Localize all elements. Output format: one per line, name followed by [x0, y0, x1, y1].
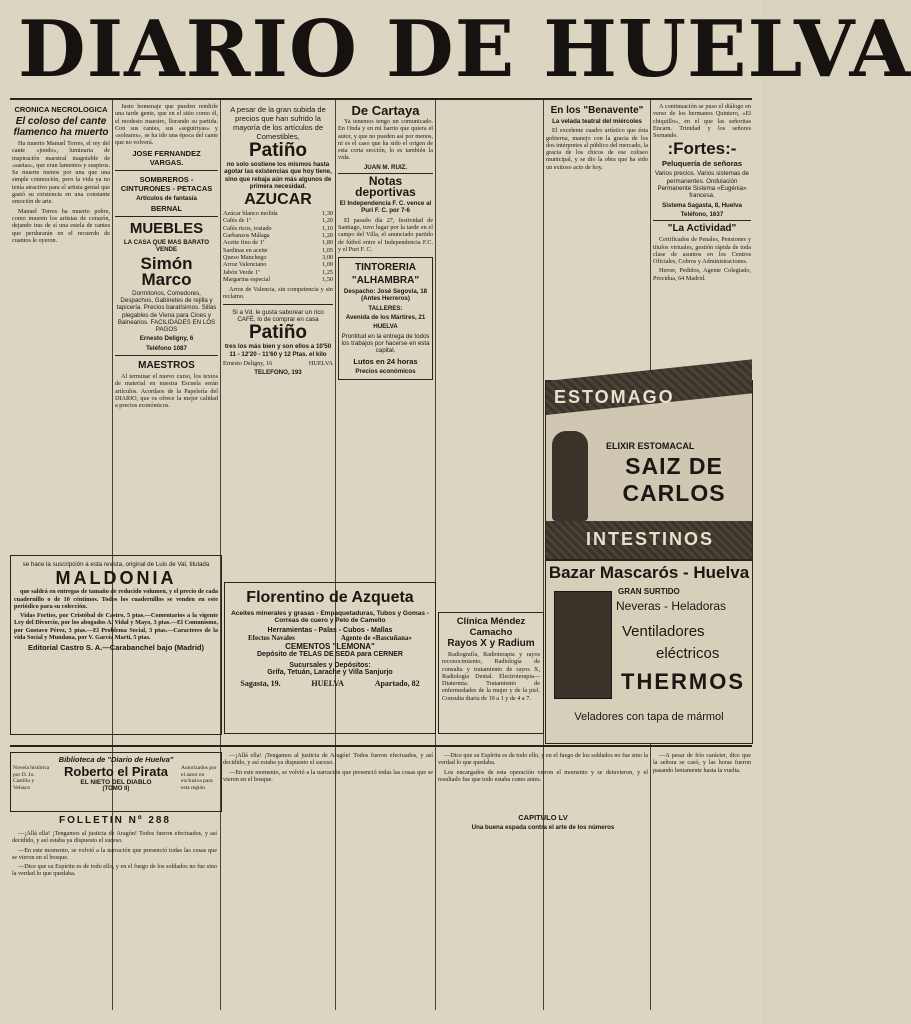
price-item-name: Queso Manchego — [223, 253, 267, 261]
price-list — [223, 210, 333, 283]
biblioteca-tomo: (TOMO II) — [102, 786, 130, 792]
price-item-name: Garbanzos Málaga — [223, 232, 270, 240]
azucar-title: AZUCAR — [244, 191, 312, 209]
florentino-line1: Aceites minerales y grasas - Empaquetaduras, Tubos y Gomas - Correas de cuero y Pelo de Camello — [231, 610, 429, 624]
ad-bazar-mascaros — [545, 560, 753, 744]
price-item-value: 1,20 — [322, 232, 333, 240]
top-rule — [10, 98, 752, 100]
florentino-line5: CEMENTOS "LEMONA" — [285, 642, 375, 651]
fortes-text: Varios precios. Varios sistemas de permanentes. Ondulación Permanente Sistema «Eugénia» francesa. — [655, 170, 749, 200]
patino-cafe-text: tres los más bien y son ellos a 10'50 11 - 12'20 - 11'60 y 12 Ptas. el kilo — [224, 343, 332, 358]
bottom-text: —Dice que su Espíritu es de todo ello, y en el fuego de los soldados no fue sino la verdad lo que quedaba. — [438, 752, 648, 767]
cartaya-title: De Cartaya — [351, 103, 420, 118]
patino-text: no solo sostiene los mismos hasta agotar las existencias que hoy tiene, sino que rebaja aún más algunos de primera necesidad. — [224, 161, 332, 190]
bottom-column-2 — [223, 752, 433, 1014]
price-item-value: 3,00 — [322, 253, 333, 261]
price-row — [223, 239, 333, 246]
maestros-text: Al terminar el nuevo curso, los textos de material en nuestra Escuela serán artículos. Acordaos de la Papelería del DIARIO, que os ofrece la mejor calidad a precios económicos. — [115, 373, 218, 410]
price-item-name: Margarina especial — [223, 275, 271, 283]
price-item-value: 1,30 — [322, 210, 333, 218]
patino-city: HUELVA — [308, 359, 333, 367]
mascaros-veladores: Veladores con tapa de mármol — [574, 711, 724, 723]
notas-title: Notas deportivas — [338, 173, 433, 198]
tintoreria-text: Prontitud en la entrega de todos los trabajos por hacerse en esta capital. — [341, 332, 430, 355]
ad-simon-address: Ernesto Deligny, 6 — [139, 335, 194, 343]
clinica-text: Radiografía, Radioterapia y rayos reconocimiento, Radiología de consulta y tratamiento de rayos X, Radiología Dental. Electroterapia—Diatermia. Tratamiento de enfermedades de la mujer y de la piel. Consulta diaria de 10 a 1 y de 4 a 7. — [442, 651, 540, 702]
tintoreria-address2: Avenida de los Mártires, 21 — [345, 314, 426, 322]
ad-muebles-sub: LA CASA QUE MAS BARATO VENDE — [123, 239, 210, 254]
capitulo-title: CAPITULO LV — [518, 813, 568, 823]
actividad-address: Herrer, Pedidos, Agente Colegiado, Procidua, 64 Madrid. — [653, 267, 751, 282]
price-item-value: 1,20 — [322, 217, 333, 225]
maldonia-title: MALDONIA — [55, 568, 177, 589]
tintoreria-name: "ALHAMBRA" — [351, 275, 420, 287]
price-item-name: Azúcar blanco molida — [223, 210, 278, 218]
fortes-phone: Teléfono, 1637 — [680, 210, 724, 218]
ad-simon-phone: Teléfono 1087 — [146, 344, 187, 352]
column-two — [115, 103, 218, 551]
price-row — [223, 247, 333, 254]
price-item-value: 1,80 — [322, 239, 333, 247]
florentino-city: HUELVA — [311, 679, 344, 688]
biblioteca-subtitle: EL NIETO DEL DIABLO — [80, 779, 152, 786]
price-item-name: Aceite fino de 1ª — [223, 239, 265, 247]
florentino-name: Florentino de Azqueta — [246, 589, 414, 606]
bottom-text: —¡Allá ella! ¡Tengamos al justicia de Aragón! Todos fueron efectuados, y así decidido, y así estaba ya dispuesto el suceso. — [12, 830, 217, 845]
price-item-name: Jabón Verde 1ª — [223, 268, 260, 276]
florentino-line4: Agente de «Bascuñana» — [340, 634, 412, 642]
ad-sombreros: SOMBREROS - CINTURONES - PETACAS — [120, 174, 213, 193]
mascaros-ventiladores: Ventiladores — [622, 623, 705, 640]
article-signature: JOSE FERNANDEZ VARGAS. — [132, 148, 201, 167]
tintoreria-title: TINTORERIA — [355, 262, 416, 274]
tintoreria-city: HUELVA — [373, 323, 398, 331]
clinica-title: Clínica Méndez Camacho — [456, 616, 526, 638]
florentino-sucursales: Sucursales y Depósitos: — [289, 662, 371, 669]
mascaros-thermos: THERMOS — [621, 669, 745, 694]
column-necrologica — [12, 103, 110, 551]
bottom-text: —¡Allá ella! ¡Tengamos al justicia de Aragón! Todos fueron efectuados, y así decidido, y así estaba ya dispuesto el suceso. — [223, 752, 433, 767]
bottom-text: —En este momento, se volvió a la narración que presenció todas las cosas que se vieron en el bosque. — [223, 768, 433, 783]
ad-saiz-de-carlos — [545, 380, 753, 560]
column-benavente — [546, 103, 648, 378]
ad-simon-marco: Simón Marco — [140, 253, 193, 289]
florentino-sucursales-addr: Grifa, Tetuán, Larache y Villa Sanjurjo — [267, 669, 393, 676]
price-row — [223, 261, 333, 268]
tintoreria-address: Despacho: José Segovia, 18 (Antes Herreros) — [343, 288, 428, 303]
notas-body: El pasado día 27, festividad de Santiago, tuvo lugar por la tarde en el campo del Villa, el anunciado partido de fútbol entre el Independencia F.C. y el Puri F. C. — [338, 216, 433, 253]
column-cartaya — [338, 103, 433, 551]
maldonia-header: se hace la suscripción a esta revista, original de Luis de Val, titulada — [22, 561, 210, 568]
ad-clinica — [438, 612, 544, 734]
ad-florentino-azqueta — [224, 582, 436, 734]
price-item-name: Arroz Valenciano — [223, 261, 267, 269]
column-patino — [223, 103, 333, 551]
price-row — [223, 225, 333, 232]
price-item-name: Cafés de 1ª — [223, 217, 251, 225]
mascaros-title: Bazar Mascarós - Huelva — [548, 563, 750, 582]
maldonia-editorial: Editorial Castro S. A.—Carabanchel bajo (Madrid) — [27, 643, 204, 653]
saiz-elixir: ELIXIR ESTOMACAL — [606, 441, 695, 451]
bottle-icon — [552, 431, 588, 521]
column-rule — [435, 100, 436, 1010]
maestros-title: MAESTROS — [138, 360, 195, 372]
florentino-line6: Depósito de TELAS DE SEDA para CERNER — [257, 651, 403, 658]
fortes-address: Sistema Sagasta, 8, Huelva — [662, 201, 742, 209]
patino-intro: A pesar de la gran subida de precios que han sufrido la mayoría de los artículos de Comestibles, — [230, 105, 326, 141]
actividad-title: "La Actividad" — [653, 220, 751, 234]
tintoreria-lutos: Lutos en 24 horas — [353, 356, 418, 366]
cartaya-body: Ya tenemos tengo un comunicado. En Onda y en mi barrio que quiera el autor, y que no pueden así por menos, ni es el caso que ha sido el origen de esta corta sección, lo es también la vida. — [338, 118, 433, 162]
bottom-column-1 — [12, 830, 217, 1015]
masthead: DIARIO DE HUELVA — [18, 4, 911, 95]
bottom-text: Los encargados de esta operación vieron el momento y se detuvieron, y el resultado fue que todo estaba como antes. — [438, 768, 648, 783]
folletin-number: FOLLETIN Nº 288 — [59, 815, 171, 826]
fortes-subtitle: Peluquería de señoras — [661, 159, 743, 169]
bottom-text: —A pesar de frío carácter, dice que la señora se casó, y las horas fueron pasando lentamente hasta la vuelta. — [653, 752, 751, 774]
florentino-line3: Efectos Navales — [247, 634, 295, 642]
saiz-name: SAIZ DE CARLOS — [622, 453, 726, 506]
maldonia-notice — [10, 555, 222, 735]
price-item-name: Cafés ricos, tostado — [223, 224, 272, 232]
maldonia-text: que saldrá en entregas de tamaño de reducido volumen, y el precio de cada cuadernillo o de 10 céntimos. Todos los cuadernillos se venden en este periódico para su colección. — [14, 588, 218, 610]
price-row — [223, 217, 333, 224]
bottom-column-3 — [438, 752, 648, 1014]
price-row — [223, 210, 333, 217]
saiz-top-text: ESTOMAGO — [554, 387, 675, 407]
price-row — [223, 232, 333, 239]
biblioteca-novel: Roberto el Pirata — [63, 764, 169, 779]
mascaros-surtido: GRAN SURTIDO — [618, 587, 680, 596]
fridge-icon — [554, 591, 612, 699]
section-heading: CRONICA NECROLOGICA — [14, 105, 108, 114]
biblioteca-side-right: Autorizados por el autor en exclusiva para esta región — [181, 765, 217, 791]
patino-phone: TELEFONO, 193 — [254, 369, 302, 377]
price-row — [223, 276, 333, 283]
notas-subtitle: El Independencia F. C. vence al Puri F. C. por 7-6 — [339, 200, 432, 215]
ad-bernal: BERNAL — [150, 204, 183, 214]
florentino-address: Sagasta, 19. — [240, 679, 281, 688]
saiz-bottom-text: INTESTINOS — [586, 529, 715, 549]
biblioteca-side-left: Novela histórica por D. Jo. Castillo y Velasco — [13, 765, 50, 791]
florentino-line2: Herramientas - Palas - Cubos - Mallas — [267, 627, 393, 634]
price-item-value: 1,05 — [322, 246, 333, 254]
ad-simon-text: Dormitorios, Comedores, Despachos, Gabinetes de rejilla y tapicería. Precios baratísimos. Sillas plegables de Viena para Cines y Balnearios. FACILIDADES EN LOS PAGOS — [116, 289, 217, 334]
tintoreria-talleres: TALLERES: — [368, 304, 403, 312]
article-headline: El coloso del cante flamenco ha muerto — [13, 116, 109, 138]
benavente-subtitle: La velada teatral del miércoles — [552, 118, 642, 125]
mid-rule — [10, 745, 752, 747]
price-row — [223, 269, 333, 276]
ad-sombreros-sub: Artículos de fantasía — [136, 194, 197, 202]
article-body: Justo homenaje que pueden rendirle una tarde gente, que en el sitio como él, el modesto maestro, llorando su partida. Con sus cantes, sus «seguiriyas» y «soleares», se ha ido una época del cante que no volverá. — [115, 103, 218, 147]
arroz-text: Arroz de Valencia, sin competencia y sin reclamo. — [223, 286, 333, 301]
biblioteca-folletin — [10, 752, 222, 812]
bottom-text: —Dice que su Espíritu es de todo ello, y en el fuego de los soldados no fue sino la verdad lo que quedaba. — [12, 863, 217, 878]
patino-title: Patiño — [248, 140, 308, 161]
capitulo-subtitle: Una buena espada contra el arte de los números — [471, 824, 615, 832]
florentino-apartado: Apartado, 82 — [374, 679, 420, 688]
cafe-text: Si a Vd. le gusta saborear un rico CAFÉ, lo de comprar en casa — [232, 308, 324, 324]
price-row — [223, 254, 333, 261]
article-body: Manuel Torres ha muerto pobre, como mueren los artistas de corazón, dejando tras de sí una estela de cantes que perdurarán en el recuerdo de cuantos le oyeron. — [12, 207, 110, 244]
tintoreria-precios: Precios económicos — [355, 367, 416, 375]
maldonia-list: Vidas Fortíes, por Cristóbal de Castro, 5 ptas.—Comentarios a la vigente Ley del Divorcio, por los abogados A. Vidal y Mayo, 3 ptas.—El Comunismo, por Gustavo Pérez, 3 ptas.—El Problema Social, 3 ptas.—Caracteres de la vida Social y Mundana, por V. García Martí, 5 ptas. — [14, 612, 218, 642]
price-item-value: 1,25 — [322, 268, 333, 276]
ad-muebles-title: MUEBLES — [129, 220, 204, 238]
actividad-text: Certificados de Penales, Pensiones y títulos virtuales, gestión rápida de toda clase de asuntos en los Centros Oficiales, Cobros y Administraciones. — [653, 236, 751, 266]
bottom-text: —En este momento, se volvió a la narración que presenció todas las cosas que se vieron en el bosque. — [12, 846, 217, 861]
fortes-title: :Fortes:- — [667, 139, 737, 159]
biblioteca-title: Biblioteca de "Diario de Huelva" — [58, 755, 174, 764]
clinica-subtitle: Rayos X y Radium — [447, 638, 535, 649]
price-item-value: 1,50 — [322, 275, 333, 283]
benavente-body: El excelente cuadro artístico que ésta gobierna, manejo con la gracia de los dos intérpretes al público del mercado, la gracia de los chicos de ese coliseo municipal, y se dio la obra que ha sido un exitoso acto de hoy. — [546, 127, 648, 171]
price-item-value: 1,10 — [322, 224, 333, 232]
column-six — [653, 103, 751, 378]
price-item-value: 1,00 — [322, 261, 333, 269]
patino-address: Ernesto Deligny, 16 — [223, 359, 273, 367]
mascaros-electricos: eléctricos — [656, 645, 720, 662]
article-body: Ha muerto Manuel Torres, el rey del cante «jondo», luminaria de inspiración maestral inagotable de «saetas», que eran lamentos y suspiros. Se muerte menos por una que una simple conmoción, pero la vida ya no tenía atractivo para el artista genial que gastó su existencia en una constante emoción de arte. — [12, 140, 110, 206]
patino-cafe-title: Patiño — [248, 322, 308, 344]
benavente-title: En los "Benavente" — [550, 105, 644, 116]
column-six-body: A continuación se puso el diálogo en verso de los hermanos Quintero, «El chiquillo», en el que las señoritas Encarn. Trinidad y los señores Sernando. — [653, 103, 751, 140]
bottom-column-4 — [653, 752, 751, 1014]
price-item-name: Sardinas en aceite — [223, 246, 268, 254]
mascaros-neveras: Neveras - Heladoras — [616, 599, 727, 613]
cartaya-signature: JUAN M. RUIZ. — [363, 163, 408, 171]
